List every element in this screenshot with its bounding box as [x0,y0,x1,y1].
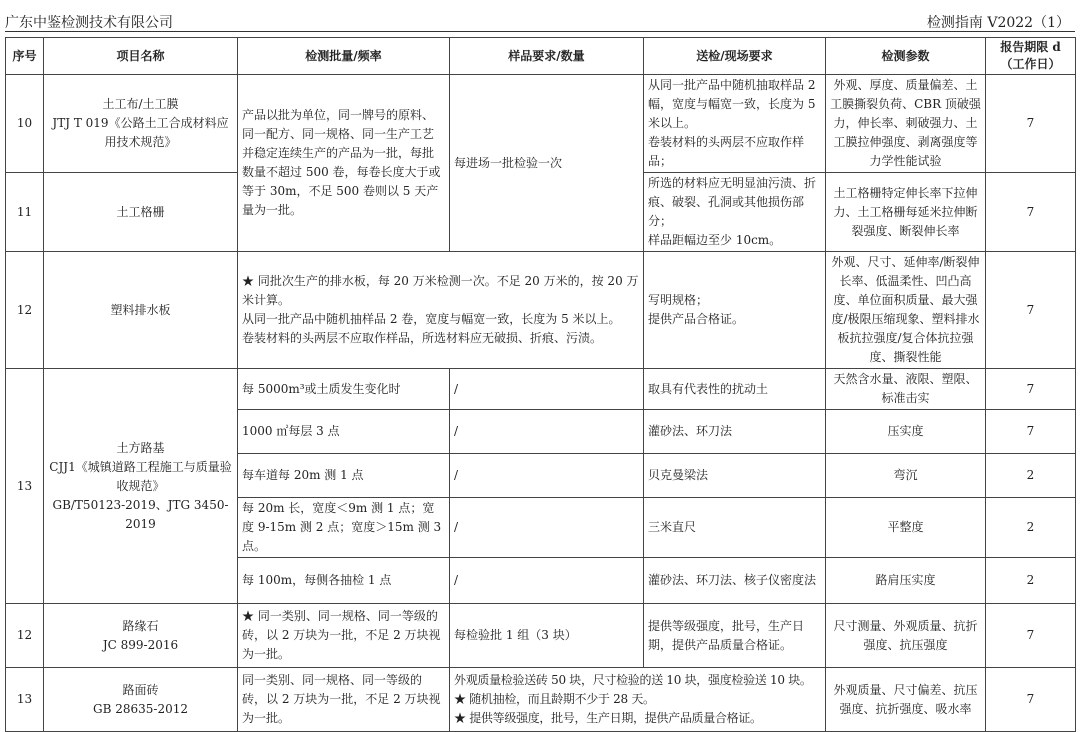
submission-requirement: 提供等级强度，批号，生产日期，提供产品质量合格证。 [644,604,826,668]
header-rule [5,31,1075,32]
report-days: 7 [986,668,1076,732]
submission-requirement: 所选的材料应无明显油污渍、折痕、破裂、孔洞或其他损伤部 分； 样品距幅边至少 10cm。 [644,173,826,252]
submission-requirement: 三米直尺 [644,498,826,558]
row-no: 11 [6,173,44,252]
row-no: 12 [6,252,44,369]
report-days: 7 [986,604,1076,668]
item-name: 塑料排水板 [44,252,238,369]
sample-requirement: / [450,454,644,498]
submission-requirement: 灌砂法、环刀法 [644,410,826,454]
row-no: 13 [6,369,44,604]
col-header-params: 检测参数 [826,38,986,75]
submission-requirement: 贝克曼梁法 [644,454,826,498]
submission-requirement: 从同一批产品中随机抽取样品 2 幅，宽度与幅宽一致，长度为 5 米以上。 卷装材料的头两层不应取作样品； [644,75,826,173]
test-params: 土工格栅特定伸长率下拉伸力、土工格栅每延米拉伸断裂强度、断裂伸长率 [826,173,986,252]
batch-frequency: ★ 同一类别、同一规格、同一等级的砖，以 2 万块为一批，不足 2 万块视为一批。 [238,604,450,668]
report-days: 2 [986,454,1076,498]
batch-frequency: 每车道每 20m 测 1 点 [238,454,450,498]
page-header [5,0,1075,32]
batch-frequency: 每 100m，每侧各抽检 1 点 [238,558,450,604]
table-row [6,604,1076,668]
report-days: 7 [986,252,1076,369]
sample-requirement: / [450,498,644,558]
item-name: 土工格栅 [44,173,238,252]
report-days: 2 [986,498,1076,558]
batch-frequency: 1000 ㎡每层 3 点 [238,410,450,454]
report-days: 7 [986,369,1076,410]
item-name: 土方路基 CJJ1《城镇道路工程施工与质量验收规范》 GB/T50123-2019、JTG 3450-2019 [44,369,238,604]
batch-frequency: 同一类别、同一规格、同一等级的砖，以 2 万块为一批，不足 2 万块视为一批。 [238,668,450,732]
sample-requirement: 每检验批 1 组（3 块） [450,604,644,668]
row-no: 13 [6,668,44,732]
item-name: 路缘石 JC 899-2016 [44,604,238,668]
table-header-row [6,38,1076,75]
test-params: 路肩压实度 [826,558,986,604]
row-no: 12 [6,604,44,668]
test-params: 外观、厚度、质量偏差、土工膜撕裂负荷、CBR 顶破强力，伸长率、刺破强力、土工膜拉伸强度、剥离强度等力学性能试验 [826,75,986,173]
col-header-batch: 检测批量/频率 [238,38,450,75]
sample-requirement: / [450,558,644,604]
batch-frequency: 每 20m 长，宽度＜9m 测 1 点；宽度 9-15m 测 2 点；宽度＞15m 测 3 点。 [238,498,450,558]
submission-requirement: 取具有代表性的扰动土 [644,369,826,410]
test-params: 外观、尺寸、延伸率/断裂伸长率、低温柔性、凹凸高度、单位面积质量、最大强度/极限压缩现象、塑料排水板抗拉强度/复合体抗拉强度、撕裂性能 [826,252,986,369]
sample-requirement: / [450,369,644,410]
batch-frequency: 产品以批为单位，同一牌号的原料、同一配方、同一规格、同一生产工艺并稳定连续生产的产品为一批，每批数量不超过 500 卷，每卷长度大于或等于 30m，不足 500 卷则以 5 天产量为一批。 [238,75,450,252]
batch-frequency: ★ 同批次生产的排水板，每 20 万米检测一次。不足 20 万米的，按 20 万米计算。 从同一批产品中随机抽样品 2 卷，宽度与幅宽一致，长度为 5 米以上。 卷装材料的头两层不应取作样品，所选材料应无破损、折痕、污渍。 [238,252,644,369]
submission-requirement: 写明规格； 提供产品合格证。 [644,252,826,369]
report-days: 2 [986,558,1076,604]
submission-requirement: 灌砂法、环刀法、核子仪密度法 [644,558,826,604]
table-row [6,252,1076,369]
col-header-name: 项目名称 [44,38,238,75]
table-row [6,369,1076,410]
row-no: 10 [6,75,44,173]
inspection-guide-table [5,37,1076,732]
document-title: 检测指南 V2022（1） [926,15,1070,31]
table-row [6,75,1076,173]
test-params: 尺寸测量、外观质量、抗折强度、抗压强度 [826,604,986,668]
sample-requirement: / [450,410,644,454]
sample-requirement: 每进场一批检验一次 [450,75,644,252]
test-params: 弯沉 [826,454,986,498]
test-params: 平整度 [826,498,986,558]
col-header-days: 报告期限 d （工作日） [986,38,1076,75]
company-name: 广东中鉴检测技术有限公司 [5,15,173,31]
test-params: 外观质量、尺寸偏差、抗压强度、抗折强度、吸水率 [826,668,986,732]
sample-submission-requirement: 外观质量检验送砖 50 块，尺寸检验的送 10 块，强度检验送 10 块。 ★ 随机抽检，而且龄期不少于 28 天。 ★ 提供等级强度，批号，生产日期，提供产品质量合格证。 [450,668,826,732]
item-name: 土工布/土工膜 JTJ T 019《公路土工合成材料应用技术规范》 [44,75,238,173]
report-days: 7 [986,410,1076,454]
col-header-no: 序号 [6,38,44,75]
batch-frequency: 每 5000m³或土质发生变化时 [238,369,450,410]
report-days: 7 [986,75,1076,173]
item-name: 路面砖 GB 28635-2012 [44,668,238,732]
col-header-sample: 样品要求/数量 [450,38,644,75]
col-header-requirements: 送检/现场要求 [644,38,826,75]
table-row [6,668,1076,732]
report-days: 7 [986,173,1076,252]
test-params: 天然含水量、液限、塑限、标准击实 [826,369,986,410]
test-params: 压实度 [826,410,986,454]
